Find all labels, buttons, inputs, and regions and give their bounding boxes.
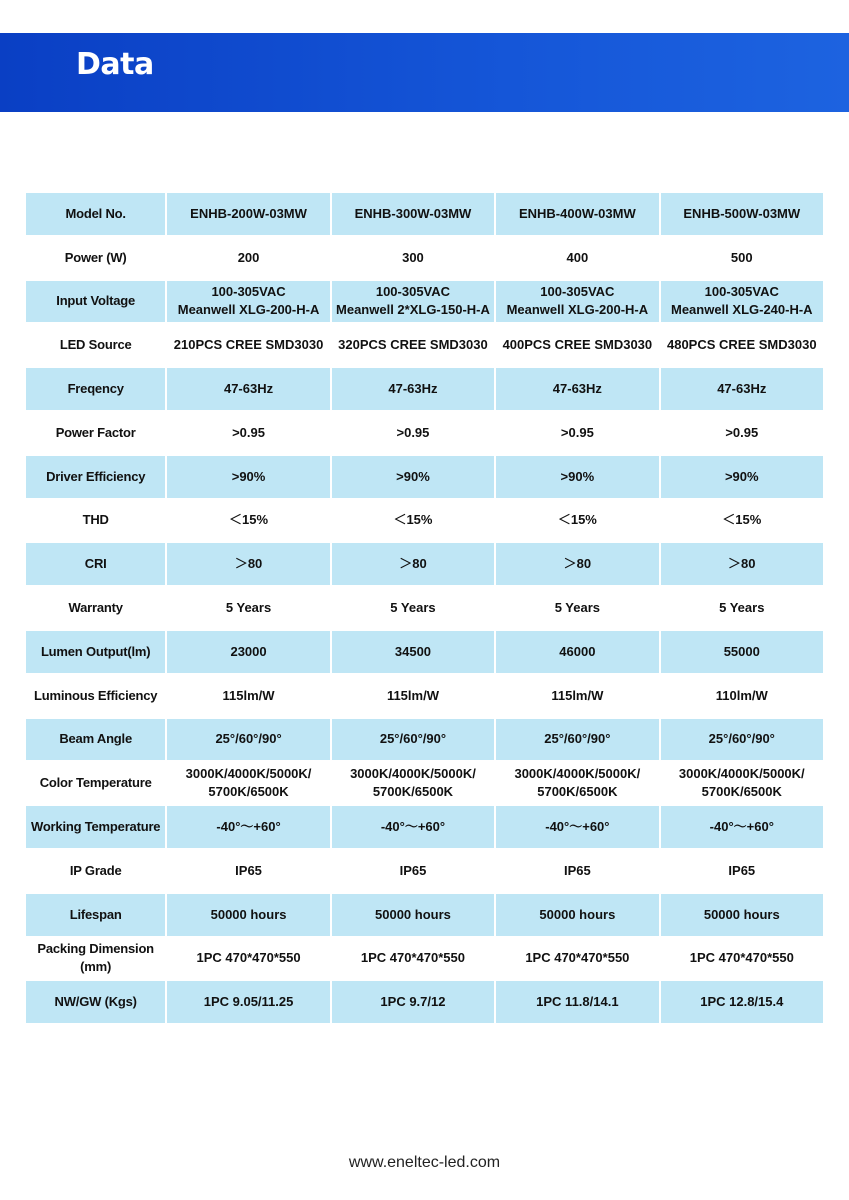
cell-text: 47-63Hz (717, 381, 767, 397)
cell-text: 400 (566, 249, 589, 265)
cell-text: 3000K/4000K/5000K/ (678, 766, 805, 782)
cell-text: IP65 (235, 862, 262, 878)
cell-text: 210PCS CREE SMD3030 (173, 337, 324, 353)
cell-text: 115lm/W (222, 687, 275, 703)
row-label: Working Temperature (26, 806, 165, 848)
cell-text: 34500 (394, 643, 432, 659)
cell-text: >0.95 (560, 424, 594, 440)
table-cell (496, 543, 658, 585)
cell-text: 47-63Hz (223, 381, 274, 397)
table-row (26, 587, 823, 629)
table-row (26, 543, 823, 585)
cell-text: 25°/60°/90° (379, 731, 447, 747)
cell-text: 5700K/6500K (537, 784, 618, 800)
table-row (26, 631, 823, 673)
table-cell (167, 850, 329, 892)
table-row (26, 719, 823, 761)
cell-text: 3000K/4000K/5000K/ (514, 766, 641, 782)
cell-text: 300 (402, 249, 424, 265)
table-row (26, 850, 823, 892)
table-header-row (26, 193, 823, 235)
cell-text: 5 Years (390, 600, 436, 616)
cell-text: 55000 (723, 643, 760, 659)
cell-text: 25°/60°/90° (544, 731, 611, 747)
cell-text: 1PC 470*470*550 (525, 950, 630, 966)
table-cell (332, 719, 494, 761)
table-cell (167, 412, 329, 454)
table-cell (661, 281, 823, 323)
cell-text: 3000K/4000K/5000K/ (350, 766, 476, 782)
cell-text: IP65 (399, 862, 427, 878)
row-label: Input Voltage (26, 281, 165, 323)
table-cell (167, 281, 329, 323)
cell-text: 100-305VAC (540, 284, 615, 300)
row-label (26, 938, 165, 980)
cell-text: >0.95 (232, 424, 265, 440)
table-row (26, 894, 823, 936)
table-cell (661, 456, 823, 498)
cell-text: ＜15% (229, 512, 269, 528)
cell-text: 5700K/6500K (701, 784, 782, 800)
header-cell-model: ENHB-500W-03MW (661, 193, 823, 235)
cell-text: 110lm/W (715, 687, 768, 703)
cell-text: 5 Years (225, 600, 272, 616)
row-label: Lumen Output(lm) (26, 631, 165, 673)
table-cell (167, 324, 329, 366)
table-cell (167, 894, 329, 936)
cell-text: Meanwell XLG-240-H-A (670, 302, 813, 318)
cell-text: -40°～+60° (545, 819, 610, 835)
row-label: Driver Efficiency (26, 456, 165, 498)
cell-text: 1PC 12.8/15.4 (700, 994, 784, 1010)
table-row (26, 806, 823, 848)
header-cell-model: ENHB-200W-03MW (167, 193, 329, 235)
table-row (26, 981, 823, 1023)
table-cell (167, 587, 329, 629)
cell-text: 115lm/W (386, 687, 439, 703)
cell-text: >0.95 (396, 424, 430, 440)
page-title: Data (76, 47, 154, 82)
table-cell (332, 806, 494, 848)
table-cell (332, 981, 494, 1023)
table-row (26, 324, 823, 366)
table-cell (332, 368, 494, 410)
cell-text: ＞80 (563, 556, 592, 572)
cell-text: 1PC 470*470*550 (196, 950, 301, 966)
table-row (26, 762, 823, 804)
table-cell (661, 237, 823, 279)
row-label: Luminous Efficiency (26, 675, 165, 717)
cell-text: 5700K/6500K (208, 784, 289, 800)
table-cell (661, 762, 823, 804)
table-cell (332, 456, 494, 498)
header-cell-model: ENHB-400W-03MW (496, 193, 658, 235)
cell-text: -40°～+60° (709, 819, 774, 835)
cell-text: ＞80 (728, 556, 756, 572)
table-cell (332, 500, 494, 542)
table-cell (167, 456, 329, 498)
table-cell (167, 500, 329, 542)
table-cell (496, 587, 658, 629)
table-cell (332, 281, 494, 323)
table-cell (332, 631, 494, 673)
table-row (26, 368, 823, 410)
cell-text: Meanwell XLG-200-H-A (177, 302, 320, 318)
cell-text: 1PC 11.8/14.1 (536, 994, 619, 1010)
table-cell (496, 281, 658, 323)
table-cell (496, 368, 658, 410)
table-cell (496, 675, 658, 717)
table-cell (661, 587, 823, 629)
cell-text: >90% (396, 468, 430, 484)
cell-text: ＞80 (234, 556, 263, 572)
spec-table-body (26, 193, 823, 1023)
table-cell (496, 456, 658, 498)
table-cell (332, 543, 494, 585)
cell-text: 1PC 9.05/11.25 (203, 994, 294, 1010)
table-row (26, 675, 823, 717)
table-cell (661, 631, 823, 673)
table-cell (661, 675, 823, 717)
table-cell (496, 894, 658, 936)
cell-text: ＞80 (399, 556, 427, 572)
cell-text: IP65 (728, 862, 756, 878)
cell-text: 47-63Hz (388, 381, 438, 397)
table-cell (332, 587, 494, 629)
cell-text: 50000 hours (539, 906, 616, 922)
row-label: Power Factor (26, 412, 165, 454)
cell-text: 25°/60°/90° (215, 731, 282, 747)
spec-table (24, 191, 825, 1025)
row-label: Beam Angle (26, 719, 165, 761)
table-cell (661, 324, 823, 366)
table-cell (661, 500, 823, 542)
table-cell (332, 324, 494, 366)
table-cell (496, 324, 658, 366)
table-row (26, 412, 823, 454)
cell-text: 480PCS CREE SMD3030 (666, 337, 817, 353)
row-label: Power (W) (26, 237, 165, 279)
table-cell (167, 762, 329, 804)
cell-text: ＜15% (722, 512, 762, 528)
table-cell (332, 850, 494, 892)
cell-text: 25°/60°/90° (708, 731, 775, 747)
table-cell (661, 850, 823, 892)
table-cell (496, 806, 658, 848)
table-cell (332, 412, 494, 454)
table-cell (496, 719, 658, 761)
table-cell (661, 938, 823, 980)
table-cell (661, 543, 823, 585)
table-cell (496, 631, 658, 673)
table-row (26, 938, 823, 980)
cell-text: 1PC 9.7/12 (380, 994, 446, 1010)
cell-text: 100-305VAC (375, 284, 451, 300)
table-row (26, 281, 823, 323)
table-cell (661, 981, 823, 1023)
table-cell (332, 938, 494, 980)
row-label: THD (26, 500, 165, 542)
cell-text: ＜15% (393, 512, 433, 528)
row-label: CRI (26, 543, 165, 585)
table-cell (167, 806, 329, 848)
table-cell (167, 938, 329, 980)
table-cell (332, 675, 494, 717)
label-line: Packing Dimension (37, 941, 154, 957)
table-cell (167, 368, 329, 410)
cell-text: Meanwell XLG-200-H-A (506, 302, 649, 318)
cell-text: IP65 (563, 862, 591, 878)
cell-text: >90% (724, 468, 759, 484)
cell-text: 400PCS CREE SMD3030 (502, 337, 653, 353)
cell-text: 3000K/4000K/5000K/ (185, 766, 312, 782)
table-cell (167, 631, 329, 673)
row-label: IP Grade (26, 850, 165, 892)
cell-text: 47-63Hz (552, 381, 602, 397)
label-line: (mm) (80, 959, 112, 975)
cell-text: 46000 (559, 643, 596, 659)
table-cell (496, 938, 658, 980)
table-cell (332, 894, 494, 936)
cell-text: 500 (730, 249, 753, 265)
table-cell (496, 981, 658, 1023)
header-cell-model: ENHB-300W-03MW (332, 193, 494, 235)
cell-text: -40°～+60° (216, 819, 281, 835)
table-cell (496, 850, 658, 892)
table-cell (167, 675, 329, 717)
table-cell (661, 412, 823, 454)
table-cell (661, 806, 823, 848)
row-label: LED Source (26, 324, 165, 366)
cell-text: 50000 hours (703, 906, 780, 922)
table-cell (496, 500, 658, 542)
table-row (26, 500, 823, 542)
header-banner (0, 33, 849, 112)
row-label: Freqency (26, 368, 165, 410)
row-label: Color Temperature (26, 762, 165, 804)
table-cell (167, 237, 329, 279)
cell-text: -40°～+60° (380, 819, 446, 835)
cell-text: >0.95 (725, 424, 759, 440)
table-cell (332, 237, 494, 279)
cell-text: 100-305VAC (211, 284, 286, 300)
cell-text: 5 Years (719, 600, 765, 616)
cell-text: 50000 hours (375, 906, 451, 922)
table-cell (661, 894, 823, 936)
row-label: Lifespan (26, 894, 165, 936)
table-cell (496, 762, 658, 804)
cell-text: 100-305VAC (704, 284, 779, 300)
header-cell-model-no: Model No. (26, 193, 165, 235)
table-cell (661, 719, 823, 761)
table-cell (661, 368, 823, 410)
row-label: Warranty (26, 587, 165, 629)
cell-text: 320PCS CREE SMD3030 (338, 337, 488, 353)
cell-text: 5700K/6500K (372, 784, 454, 800)
cell-text: >90% (231, 468, 266, 484)
table-cell (167, 981, 329, 1023)
cell-text: >90% (560, 468, 595, 484)
table-row (26, 237, 823, 279)
cell-text: 200 (237, 249, 260, 265)
cell-text: 1PC 470*470*550 (360, 950, 465, 966)
footer-website: www.eneltec-led.com (348, 1154, 501, 1171)
row-label: NW/GW (Kgs) (26, 981, 165, 1023)
table-cell (167, 719, 329, 761)
cell-text: 50000 hours (210, 906, 287, 922)
cell-text: 23000 (230, 643, 267, 659)
table-cell (496, 237, 658, 279)
table-cell (167, 543, 329, 585)
table-row (26, 456, 823, 498)
cell-text: 115lm/W (551, 687, 604, 703)
cell-text: ＜15% (557, 512, 597, 528)
table-cell (332, 762, 494, 804)
cell-text: 5 Years (554, 600, 601, 616)
table-cell (496, 412, 658, 454)
cell-text: Meanwell 2*XLG-150-H-A (336, 302, 490, 318)
cell-text: 1PC 470*470*550 (689, 950, 794, 966)
